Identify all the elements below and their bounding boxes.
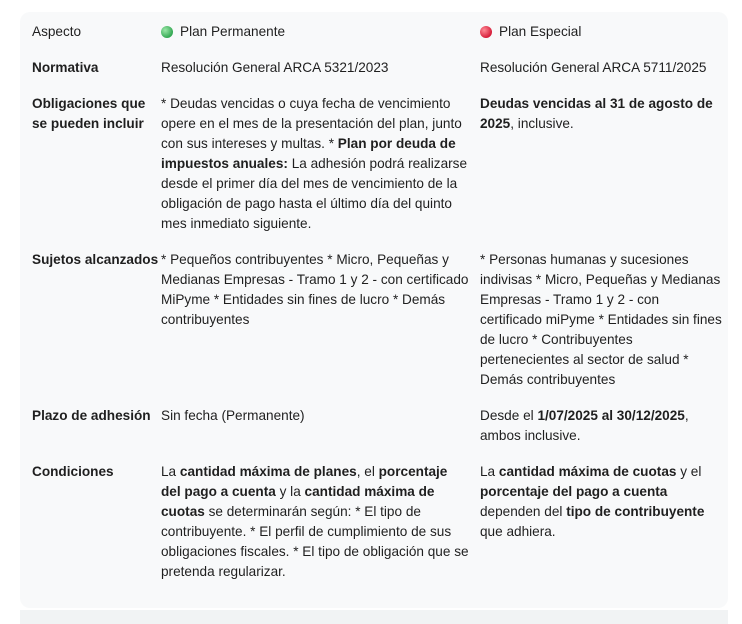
table-row-obligaciones [32, 94, 722, 250]
table-row-plazo [32, 406, 722, 462]
text-segment: y el [676, 464, 702, 479]
obligaciones-permanente [161, 94, 480, 250]
table-row-normativa [32, 58, 722, 94]
text-segment: , el [356, 464, 379, 479]
bold-segment: 1/07/2025 al 30/12/2025 [537, 408, 685, 423]
row-label-sujetos: Sujetos alcanzados [32, 252, 159, 267]
header-plan-especial [480, 20, 722, 58]
header-aspecto: Aspecto [32, 24, 82, 39]
red-circle-icon [480, 26, 492, 38]
text-segment: , inclusive. [510, 116, 574, 131]
row-label-normativa: Normativa [32, 60, 99, 75]
condiciones-especial [480, 462, 722, 598]
sujetos-permanente: * Pequeños contribuyentes * Micro, Pequeñas y Medianas Empresas - Tramo 1 y 2 - con certificado MiPyme * Entidades sin fines de lucro * Demás contribuyentes [161, 252, 469, 327]
table-row-sujetos [32, 250, 722, 406]
text-segment: y la [275, 484, 305, 499]
bold-segment: cantidad máxima de cuotas [498, 464, 677, 479]
text-segment: , ambos inclusive. [480, 408, 689, 443]
green-circle-icon [161, 26, 173, 38]
text-segment: La adhesión podrá realizarse desde el primer día del mes de vencimiento de la obligación de pago hasta el último día del quinto mes inmediato siguiente. [161, 156, 468, 231]
bold-segment: porcentaje del pago a cuenta [161, 464, 448, 499]
header-plan-permanente [161, 20, 480, 58]
bold-segment: porcentaje del pago a cuenta [480, 484, 668, 499]
condiciones-permanente [161, 462, 480, 598]
plazo-permanente: Sin fecha (Permanente) [161, 408, 305, 423]
row-label-condiciones: Condiciones [32, 464, 114, 479]
table-row-condiciones [32, 462, 722, 598]
comparison-table [32, 20, 722, 598]
footer-strip [20, 610, 728, 624]
normativa-permanente: Resolución General ARCA 5321/2023 [161, 60, 389, 75]
sujetos-especial: * Personas humanas y sucesiones indivisas * Micro, Pequeñas y Medianas Empresas - Tramo 1 y 2 - con certificado miPyme * Entidades sin fines de lucro * Contribuyentes pertenecientes al sector de salud * Demás contribuyentes [480, 252, 722, 387]
text-segment: que adhiera. [480, 524, 556, 539]
normativa-especial: Resolución General ARCA 5711/2025 [480, 60, 707, 75]
bold-segment: Plan por deuda de impuestos anuales: [161, 136, 456, 171]
bold-segment: cantidad máxima de planes [179, 464, 357, 479]
row-label-obligaciones: Obligaciones que se pueden incluir [32, 96, 146, 131]
bold-segment: cantidad máxima de cuotas [161, 484, 435, 519]
text-segment: dependen del [480, 504, 567, 519]
plazo-especial [480, 406, 722, 462]
header-plan-permanente-label: Plan Permanente [180, 24, 286, 39]
text-segment: * Deudas vencidas o cuya fecha de vencimiento opere en el mes de la presentación del plan, junto con sus intereses y multas. * [161, 96, 462, 151]
obligaciones-especial [480, 94, 722, 250]
text-segment: se determinarán según: * El tipo de contribuyente. * El perfil de cumplimiento de sus obligaciones fiscales. * El tipo de obligación que se pretenda regularizar. [161, 504, 469, 579]
text-segment: La [480, 464, 499, 479]
table-header-row [32, 20, 722, 58]
bold-segment: tipo de contribuyente [566, 504, 705, 519]
comparison-card [20, 12, 728, 608]
text-segment: Desde el [480, 408, 538, 423]
row-label-plazo: Plazo de adhesión [32, 408, 151, 423]
text-segment: La [161, 464, 180, 479]
bold-segment: Deudas vencidas al 31 de agosto de 2025 [480, 96, 713, 131]
header-plan-especial-label: Plan Especial [499, 24, 582, 39]
